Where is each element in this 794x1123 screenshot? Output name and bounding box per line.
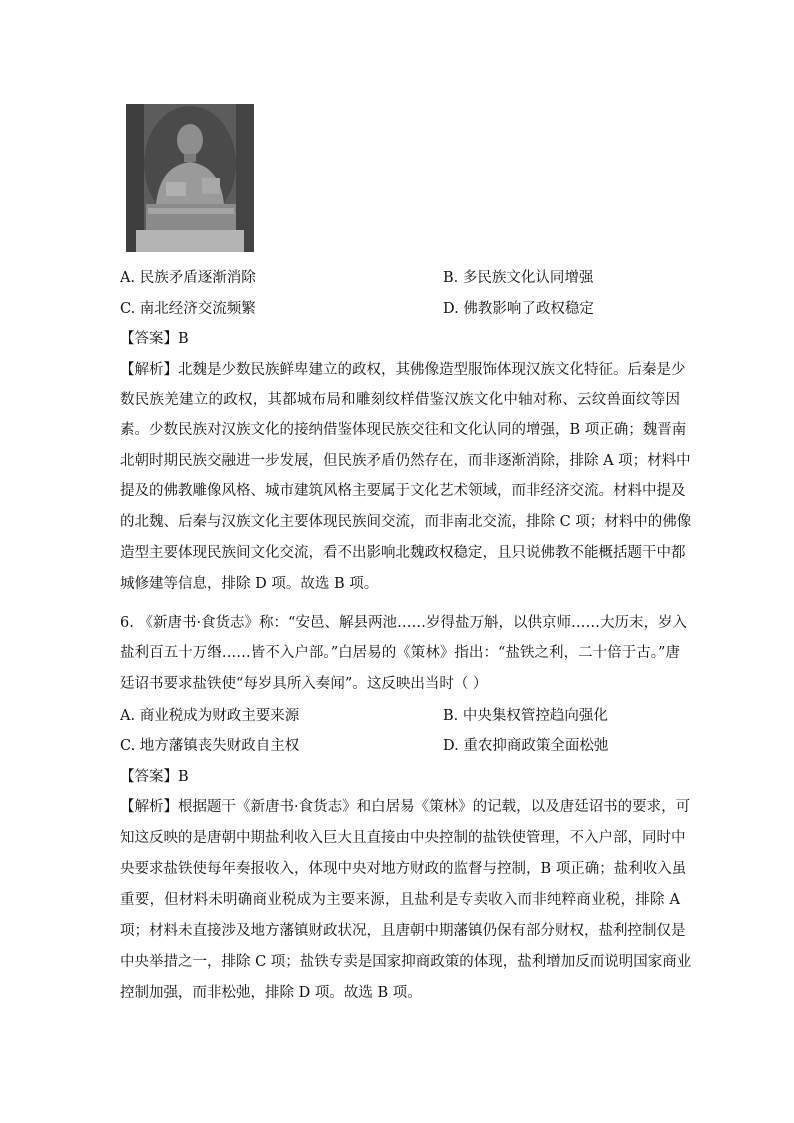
- q5-option-c: C. 南北经济交流频繁: [120, 301, 256, 317]
- buddha-statue-photo: [126, 104, 254, 252]
- q6-analysis-line: 控制加强，而非松弛，排除 D 项。故选 B 项。: [120, 985, 422, 1001]
- q5-analysis-line: 提及的佛教雕像风格、城市建筑风格主要属于文化艺术领域，而非经济交流。材料中提及: [120, 483, 686, 499]
- q6-analysis-line: 央要求盐铁使每年奏报收入，体现中央对地方财政的监督与控制，B 项正确；盐利收入虽: [120, 861, 687, 877]
- q5-analysis-line: 素。少数民族对汉族文化的接纳借鉴体现民族交往和文化认同的增强，B 项正确；魏晋南: [120, 422, 687, 438]
- q6-analysis-line: 中央举措之一，排除 C 项；盐铁专卖是国家抑商政策的体现，盐利增加反而说明国家商业: [120, 954, 692, 970]
- q6-stem-line: 盐利百五十万缗……皆不入户部。”白居易的《策林》指出：“盐铁之利，二十倍于古。”唐: [120, 645, 680, 661]
- q5-analysis-line: 北朝时期民族交融进一步发展，但民族矛盾仍然存在，而非逐渐消除，排除 A 项；材料中: [120, 453, 691, 469]
- q6-option-b: B. 中央集权管控趋向强化: [443, 708, 608, 724]
- q6-stem-line: 廷诏书要求盐铁使“每岁具所入奏闻”。这反映出当时（ ）: [120, 676, 488, 692]
- q5-analysis-line: 城修建等信息，排除 D 项。故选 B 项。: [120, 576, 379, 592]
- q6-answer: 【答案】B: [120, 769, 189, 785]
- q6-analysis-line: 重要，但材料未明确商业税成为主要来源，且盐利是专卖收入而非纯粹商业税，排除 A: [120, 892, 680, 908]
- q6-stem-line: 6. 《新唐书·食货志》称：“安邑、解县两池……岁得盐万斛，以供京师……大历末，岁入: [120, 615, 687, 631]
- q5-option-a: A. 民族矛盾逐渐消除: [120, 270, 256, 286]
- q5-analysis-line: 数民族羌建立的政权，其都城布局和雕刻纹样借鉴汉族文化中轴对称、云纹兽面纹等因: [120, 392, 680, 408]
- q6-analysis-line: 知这反映的是唐朝中期盐利收入巨大且直接由中央控制的盐铁使管理，不入户部，同时中: [120, 830, 686, 846]
- q5-analysis-line: 【解析】北魏是少数民族鲜卑建立的政权，其佛像造型服饰体现汉族文化特征。后秦是少: [120, 362, 686, 378]
- q6-option-a: A. 商业税成为财政主要来源: [120, 708, 300, 724]
- q5-analysis-line: 造型主要体现民族间文化交流，看不出影响北魏政权稳定，且只说佛教不能概括题干中都: [120, 545, 686, 561]
- q6-analysis-line: 项；材料未直接涉及地方藩镇财政状况，且唐朝中期藩镇仍保有部分财权，盐利控制仅是: [120, 923, 686, 939]
- q5-answer: 【答案】B: [120, 331, 189, 347]
- q6-analysis-line: 【解析】根据题干《新唐书·食货志》和白居易《策林》的记载，以及唐廷诏书的要求，可: [120, 799, 691, 815]
- q6-option-d: D. 重农抑商政策全面松弛: [443, 738, 609, 754]
- q6-option-c: C. 地方藩镇丧失财政自主权: [120, 738, 300, 754]
- q5-analysis-line: 的北魏、后秦与汉族文化主要体现民族间交流，而非南北交流，排除 C 项；材料中的佛像: [120, 514, 692, 530]
- buddha-statue-image: [126, 104, 254, 252]
- q5-option-d: D. 佛教影响了政权稳定: [443, 301, 594, 317]
- q5-option-b: B. 多民族文化认同增强: [443, 270, 594, 286]
